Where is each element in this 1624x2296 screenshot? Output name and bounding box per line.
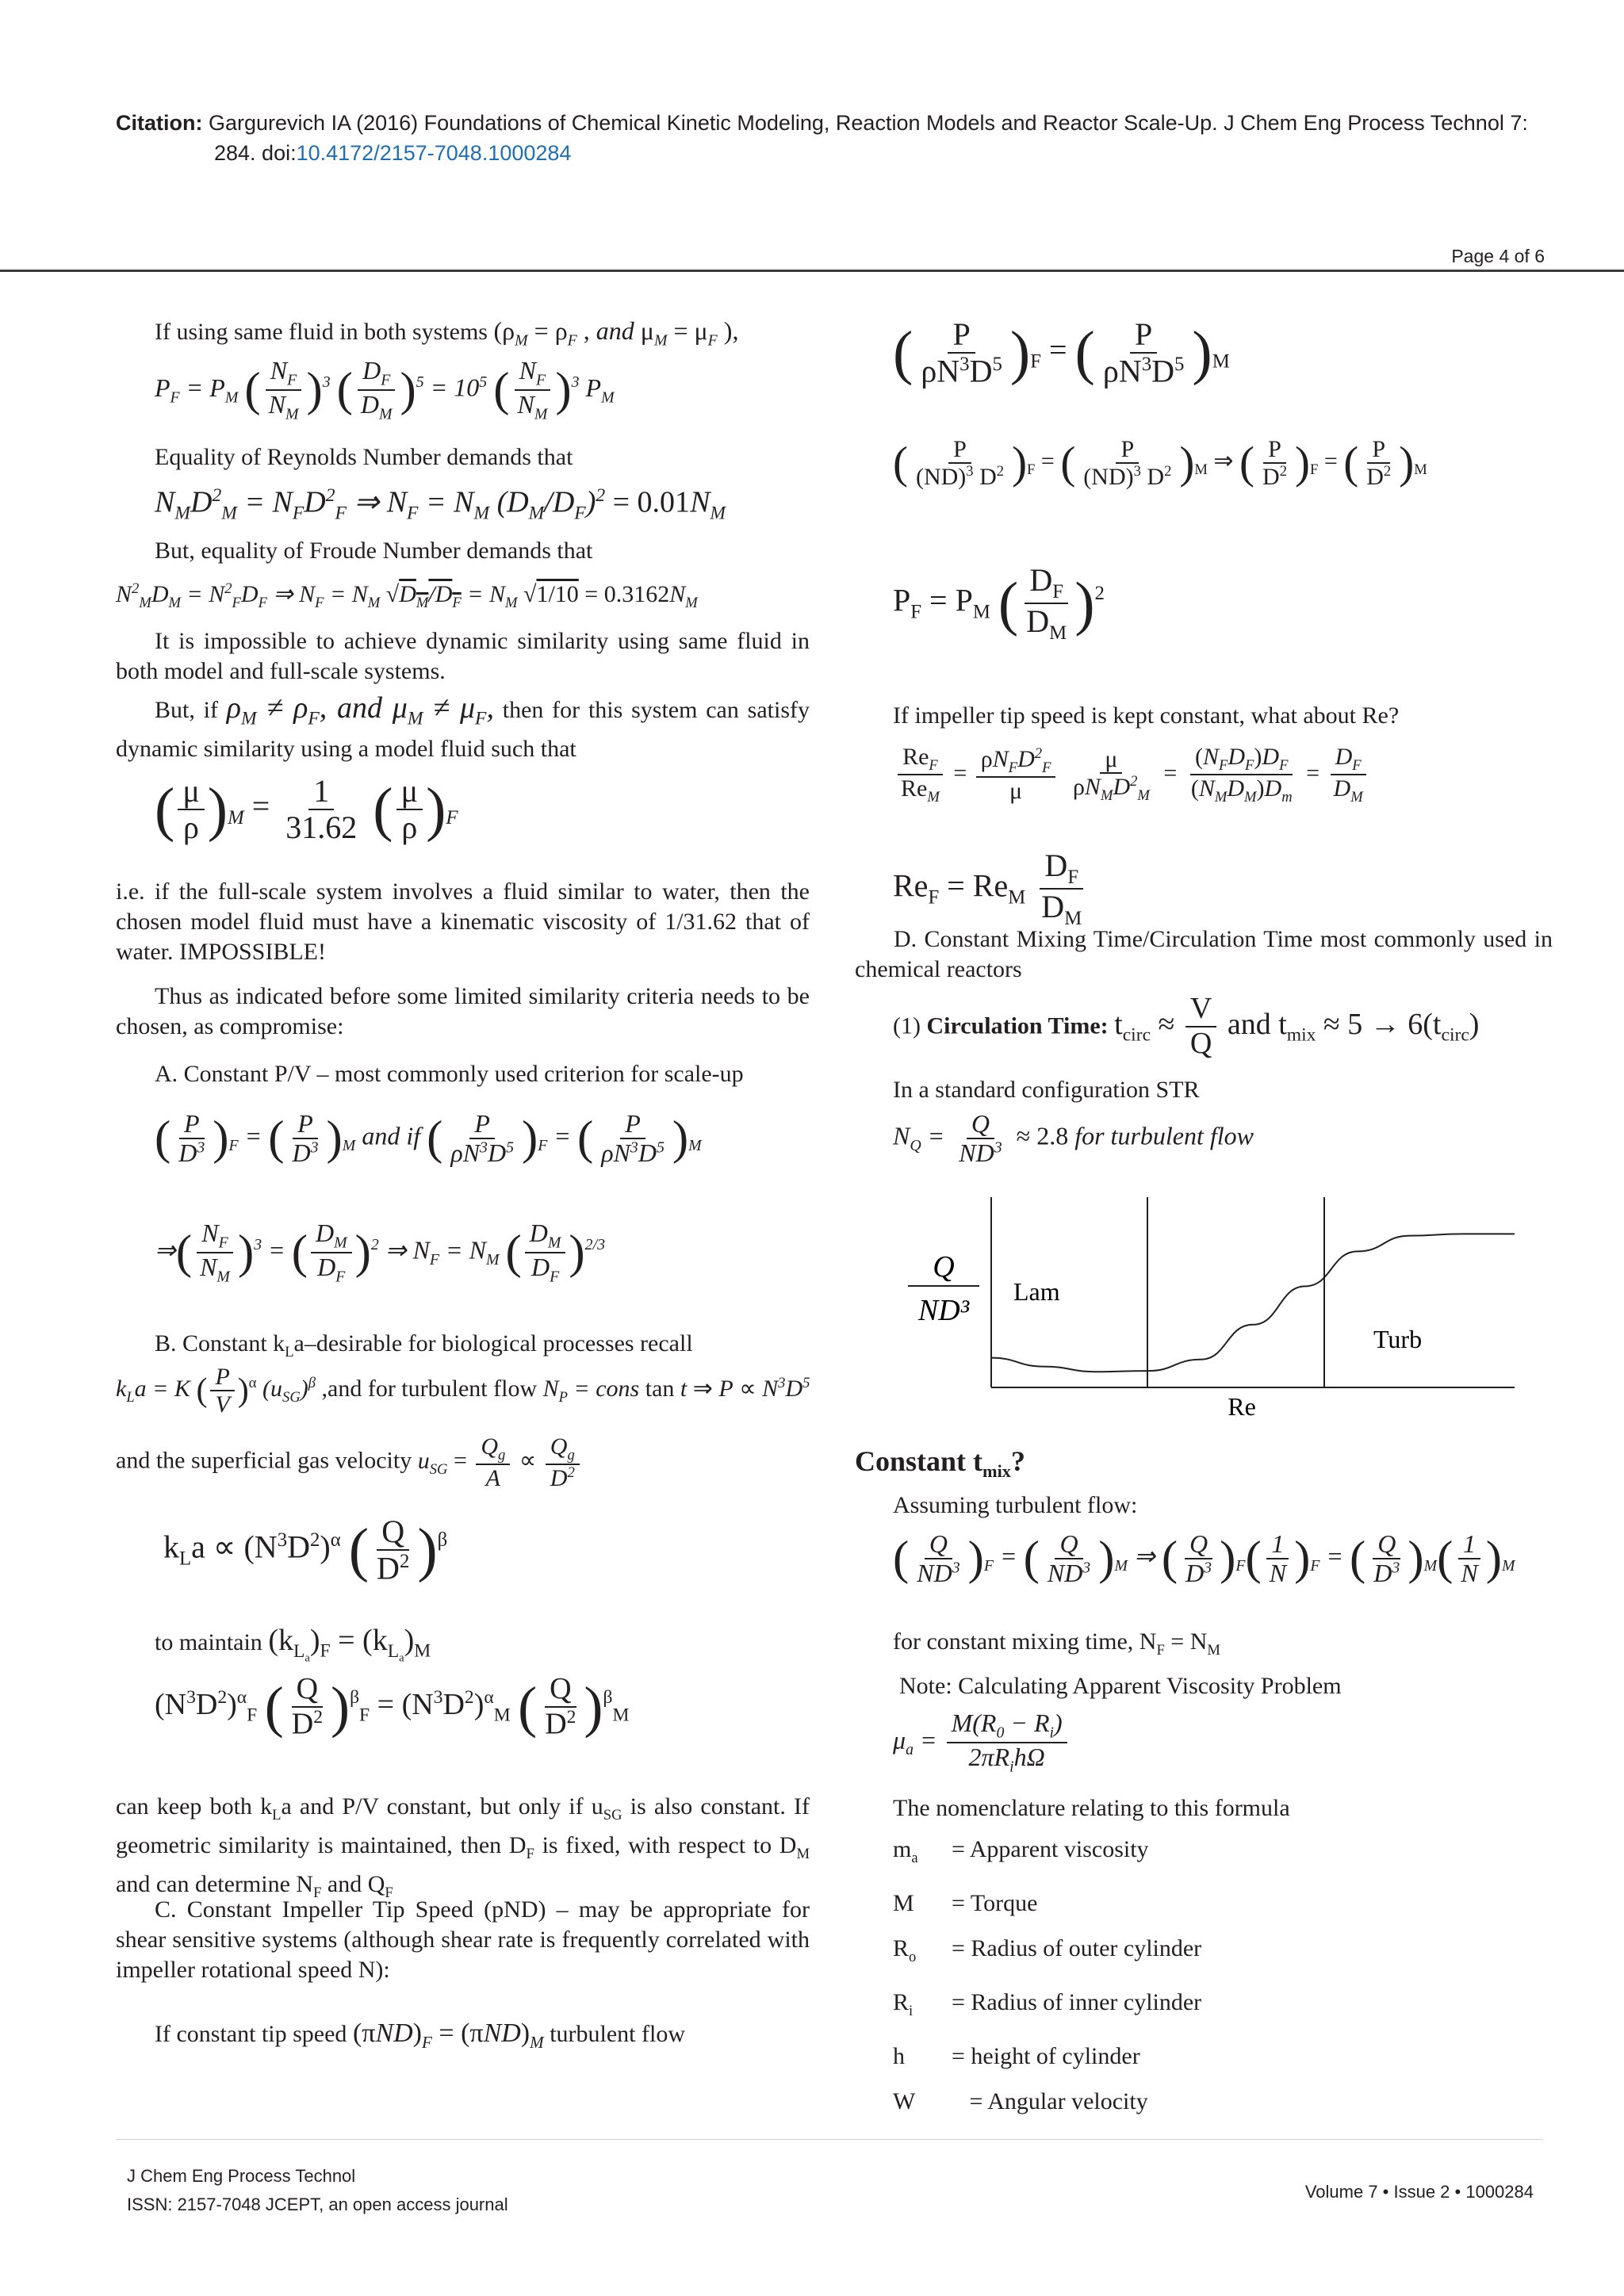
- froude-text: But, equality of Froude Number demands that: [155, 538, 593, 564]
- but-if-paragraph: But, if $\rho_M \ne \rho_F$, and $\mu_M \ne \mu_F$, then for this system can satisfy dynamic similarity using a model fluid such that: [116, 691, 810, 762]
- nomenclature-desc: = Radius of outer cylinder: [952, 1935, 1202, 1961]
- froude-result: = 0.3162: [584, 581, 670, 607]
- criterion-d: D. Constant Mixing Time/Circulation Time most commonly used in chemical reactors: [855, 926, 1553, 982]
- criterion-b: B. Constant $k_La$–desirable for biological processes recall: [155, 1330, 693, 1360]
- keep-1: can keep both k: [116, 1793, 273, 1820]
- footer-left: [127, 2162, 508, 2219]
- criterion-a: A. Constant P/V – most commonly used criterion for scale-up: [155, 1061, 744, 1087]
- nomenclature-row: [893, 1881, 1201, 1926]
- doi-link[interactable]: 10.4172/2157-7048.1000284: [296, 141, 572, 165]
- nomenclature-desc: = Radius of inner cylinder: [952, 1989, 1202, 2015]
- power-equation: $P_F = P_M$ ( $\frac{N_F}{N_M}$ )$^3$ ( $\frac{D_F}{D_M}$ )$^5 = 10^5$ ( $\frac{N_F}{N_M}$ )$^3$ $P_M$: [155, 356, 615, 423]
- citation-label: Citation:: [116, 111, 203, 135]
- reynolds-result: = 0.01: [612, 485, 691, 519]
- nq-equation: $N_Q$ = $\frac{Q}{ND^3}$ ≈ 2.8 for turbulent flow: [893, 1109, 1254, 1168]
- y-axis-label: Q: [933, 1250, 955, 1284]
- impossible-text: It is impossible to achieve dynamic similarity using same fluid in both model and full-scale systems.: [116, 628, 810, 684]
- tip-speed-line: If constant tip speed $(\pi ND)_F = (\pi ND)_M$ turbulent flow: [155, 2019, 685, 2052]
- re-question: If impeller tip speed is kept constant, what about Re?: [893, 702, 1400, 729]
- nomenclature-row: [893, 1926, 1201, 1980]
- footer-rule: [116, 2139, 1543, 2140]
- nq-value: ≈ 2.8: [1016, 1121, 1069, 1150]
- citation-text: Gargurevich IA (2016) Foundations of Chemical Kinetic Modeling, Reaction Models and Reactor Scale-Up. J Chem Eng Process Technol 7:: [209, 111, 1528, 135]
- nomenclature-list: [893, 1827, 1201, 2124]
- standard-str: In a standard configuration STR: [893, 1077, 1200, 1103]
- nomenclature-desc: = Apparent viscosity: [952, 1836, 1149, 1862]
- criterion-b-pre: B. Constant k: [155, 1330, 285, 1357]
- circulation-label: (1): [893, 1012, 921, 1039]
- nomenclature-symbol: h: [893, 2043, 905, 2069]
- but-if-post: then for this system can satisfy dynamic similarity using a model fluid such that: [116, 697, 810, 762]
- constant-tmix-heading: [855, 1446, 1025, 1487]
- y-axis-label-denominator: ND³: [917, 1294, 970, 1327]
- reynolds-text: Equality of Reynolds Number demands that: [155, 444, 573, 470]
- turbulent-flow-text: ,and for turbulent flow: [321, 1375, 538, 1402]
- citation-cont: 284. doi:: [214, 141, 297, 165]
- x-axis-label: Re: [1228, 1392, 1256, 1421]
- power-number-equality: ( $\frac{P}{\rho N^3D^5}$ )$_F$ = ( $\frac{P}{\rho N^3D^5}$ )$_M$: [893, 316, 1230, 389]
- keep-4: is fixed, with respect to D: [542, 1832, 797, 1858]
- criterion-c: C. Constant Impeller Tip Speed (pND) – may be appropriate for shear sensitive systems (although shear rate is frequently correlated with impeller rotational speed N):: [116, 1896, 810, 1983]
- nomenclature-desc: = Angular velocity: [952, 2088, 1148, 2114]
- nomenclature-symbol: $m_a$: [893, 1836, 918, 1866]
- note-line: Note: Calculating Apparent Viscosity Problem: [899, 1673, 1342, 1699]
- footer-journal: J Chem Eng Process Technol: [127, 2166, 356, 2186]
- keep-5: and can determine N: [116, 1871, 314, 1897]
- citation: [116, 108, 1575, 168]
- heading-main: Constant t: [855, 1445, 983, 1477]
- froude-equation: $N^2_MD_M = N^2_FD_F$ ⇒ $N_F = N_M$ $√D_M/D_F = N_M$ $√1/10 = 0.3162N_M$: [116, 580, 698, 611]
- but-if-pre: But, if: [155, 697, 218, 723]
- reynolds-ratio: $\frac{Re_F}{Re_M}$ = $\frac{\rho N_FD^2_F}{\mu}$ $\frac{\mu}{\rho N_MD^2_M}$ = $\frac{(N_FD_F)D_F}{(N_MD_M)D_m}$ = $\frac{D_F}{D_M}$: [893, 744, 1371, 806]
- nomenclature-row: [893, 1827, 1201, 1881]
- ie-text: i.e. if the full-scale system involves a fluid similar to water, then the chosen model fluid must have a kinematic viscosity of 1/31.62 that of water. IMPOSSIBLE!: [116, 878, 810, 965]
- header-rule: [0, 270, 1624, 272]
- chart-labels: [908, 1250, 1422, 1421]
- apparent-viscosity-equation: $\mu_a$ = $\frac{M(R_0 - R_i)}{2\pi R_ih\Omega}$: [893, 1709, 1071, 1776]
- nomenclature-row: [893, 1980, 1201, 2034]
- heading-sub: mix: [982, 1461, 1011, 1482]
- laminar-label: Lam: [1013, 1277, 1060, 1306]
- kla-equality: $(N^3D^2)^\alpha_F$ ( $\frac{Q}{D^2}$ )$^\beta_F = (N^3D^2)^\alpha_M$ ( $\frac{Q}{D^2}$ )$^\beta_M$: [155, 1672, 630, 1741]
- kla-relation: $k_La = K$ ( $\frac{P}{V}$ )$^\alpha$ $(u_{SG})^\beta$ ,and for turbulent flow $N_P$ = cons tan t ⇒ $P \propto N^3D^5$: [116, 1364, 810, 1418]
- pv-equation: ( $\frac{P}{D^3}$ )$_F$ = ( $\frac{P}{D^3}$ )$_M$ and if ( $\frac{P}{\rho N^3D^5}$ )$_F$ = ( $\frac{P}{\rho N^3D^5}$ )$_M$: [155, 1109, 702, 1168]
- thus-text: Thus as indicated before some limited similarity criteria needs to be chosen, as compromise:: [116, 983, 810, 1039]
- reynolds-tip-speed: $Re_F = Re_M$ $\frac{D_F}{D_M}$: [893, 848, 1082, 930]
- same-fluid-line: If using same fluid in both systems ($\rho_M = \rho_F$ , and $\mu_M = \mu_F$ ),: [155, 316, 739, 350]
- criterion-b-post: a–desirable for biological processes recall: [293, 1330, 693, 1357]
- tip-speed-post: turbulent flow: [550, 2021, 685, 2047]
- nomenclature-desc: = height of cylinder: [952, 2043, 1140, 2069]
- flow-regime-chart: [888, 1189, 1538, 1427]
- keep-both-paragraph: can keep both $k_La$ and P/V constant, but only if $u_{SG}$ is also constant. If geometric similarity is maintained, then $D_F$ is fixed, with respect to $D_M$ and can determine $N_F$ and $Q_F$: [116, 1793, 810, 1901]
- mixing-equation: ( $\frac{Q}{ND^3}$ )$_F$ = ( $\frac{Q}{ND^3}$ )$_M$ ⇒ ( $\frac{Q}{D^3}$ )$_F$( $\frac{1}{N}$ )$_F$ = ( $\frac{Q}{D^3}$ )$_M$( $\frac{1}{N}$ )$_M$: [893, 1529, 1515, 1588]
- nomenclature-row: [893, 2079, 1201, 2124]
- nomenclature-symbol: $R_o$: [893, 1935, 917, 1965]
- heading-q: ?: [1010, 1445, 1025, 1477]
- power-reduction: ( $\frac{P}{(ND)^3 D^2}$ )$_F$ = ( $\frac{P}{(ND)^3 D^2}$ )$_M$ ⇒ ( $\frac{P}{D^2}$ )$_F$ = ( $\frac{P}{D^2}$ )$_M$: [893, 436, 1427, 490]
- circulation-time: (1) Circulation Time: $t_{circ}$ ≈ $\frac{V}{Q}$ and $t_{mix} \approx 5 \to 6(t_{circ})$: [893, 992, 1480, 1060]
- mixing-time-text: for constant mixing time, N: [893, 1628, 1157, 1655]
- nomenclature-row: [893, 2034, 1201, 2079]
- turbulent-label: Turb: [1373, 1325, 1423, 1353]
- keep-3: is also constant. If geometric similarity is maintained, then D: [116, 1793, 810, 1858]
- superficial-velocity: and the superficial gas velocity $u_{SG}$ = $\frac{Q_g}{A}$ ∝ $\frac{Q_g}{D^2}$: [116, 1433, 583, 1491]
- nomenclature-symbol: W: [893, 2088, 916, 2114]
- chart-series: [991, 1234, 1515, 1372]
- kla-proportion: $k_La \propto (N^3D^2)^\alpha$ ( $\frac{Q}{D^2}$ )$^\beta$: [163, 1513, 448, 1586]
- circulation-bold: Circulation Time:: [926, 1012, 1109, 1039]
- reynolds-equation: $N_MD^2_M = N_FD^2_F$ ⇒ $N_F = N_M$ $(D_M/D_F)^2 = 0.01N_M$: [155, 485, 726, 524]
- kinematic-equation: ( $\frac{\mu}{\rho}$ )$_M$ = $\frac{1}{31.62}$ ( $\frac{\mu}{\rho}$ )$_F$: [155, 773, 458, 845]
- nomenclature-symbol: $R_i$: [893, 1989, 914, 2019]
- nomenclature-desc: = Torque: [952, 1890, 1038, 1916]
- same-fluid-text: If using same fluid in both systems: [155, 319, 488, 345]
- ratio-value: 31.62: [285, 809, 358, 845]
- superficial-text: and the superficial gas velocity: [116, 1447, 412, 1474]
- maintain-line: to maintain $(k_{L_a})_F = (k_{L_a})_M$: [155, 1624, 431, 1665]
- nq-text: for turbulent flow: [1074, 1121, 1254, 1150]
- nomenclature-intro: The nomenclature relating to this formula: [893, 1795, 1290, 1821]
- flow-curve: [991, 1234, 1515, 1372]
- maintain-text: to maintain: [155, 1629, 262, 1655]
- chart-axes: [991, 1197, 1515, 1387]
- page-number: Page 4 of 6: [1451, 246, 1545, 266]
- power-tip-speed: $P_F = P_M$ ( $\frac{D_F}{D_M}$ )$^2$: [893, 562, 1105, 645]
- keep-2: a and P/V constant, but only if u: [281, 1793, 603, 1820]
- nomenclature-symbol: M: [893, 1890, 914, 1916]
- assuming-turbulent: Assuming turbulent flow:: [893, 1492, 1138, 1518]
- footer-issn: ISSN: 2157-7048 JCEPT, an open access journal: [127, 2195, 508, 2214]
- footer-volume: Volume 7 • Issue 2 • 1000284: [1304, 2182, 1534, 2202]
- n-scaling-equation: ⇒( $\frac{N_F}{N_M}$ )$^3$ = ( $\frac{D_M}{D_F}$ )$^2$ ⇒ $N_F = N_M$ ( $\frac{D_M}{D_F}$ )$^{2/3}$: [155, 1219, 605, 1286]
- keep-6: and Q: [327, 1871, 385, 1897]
- tip-speed-pre: If constant tip speed: [155, 2021, 347, 2047]
- mixing-time-line: for constant mixing time, $N_F = N_M$: [893, 1628, 1220, 1659]
